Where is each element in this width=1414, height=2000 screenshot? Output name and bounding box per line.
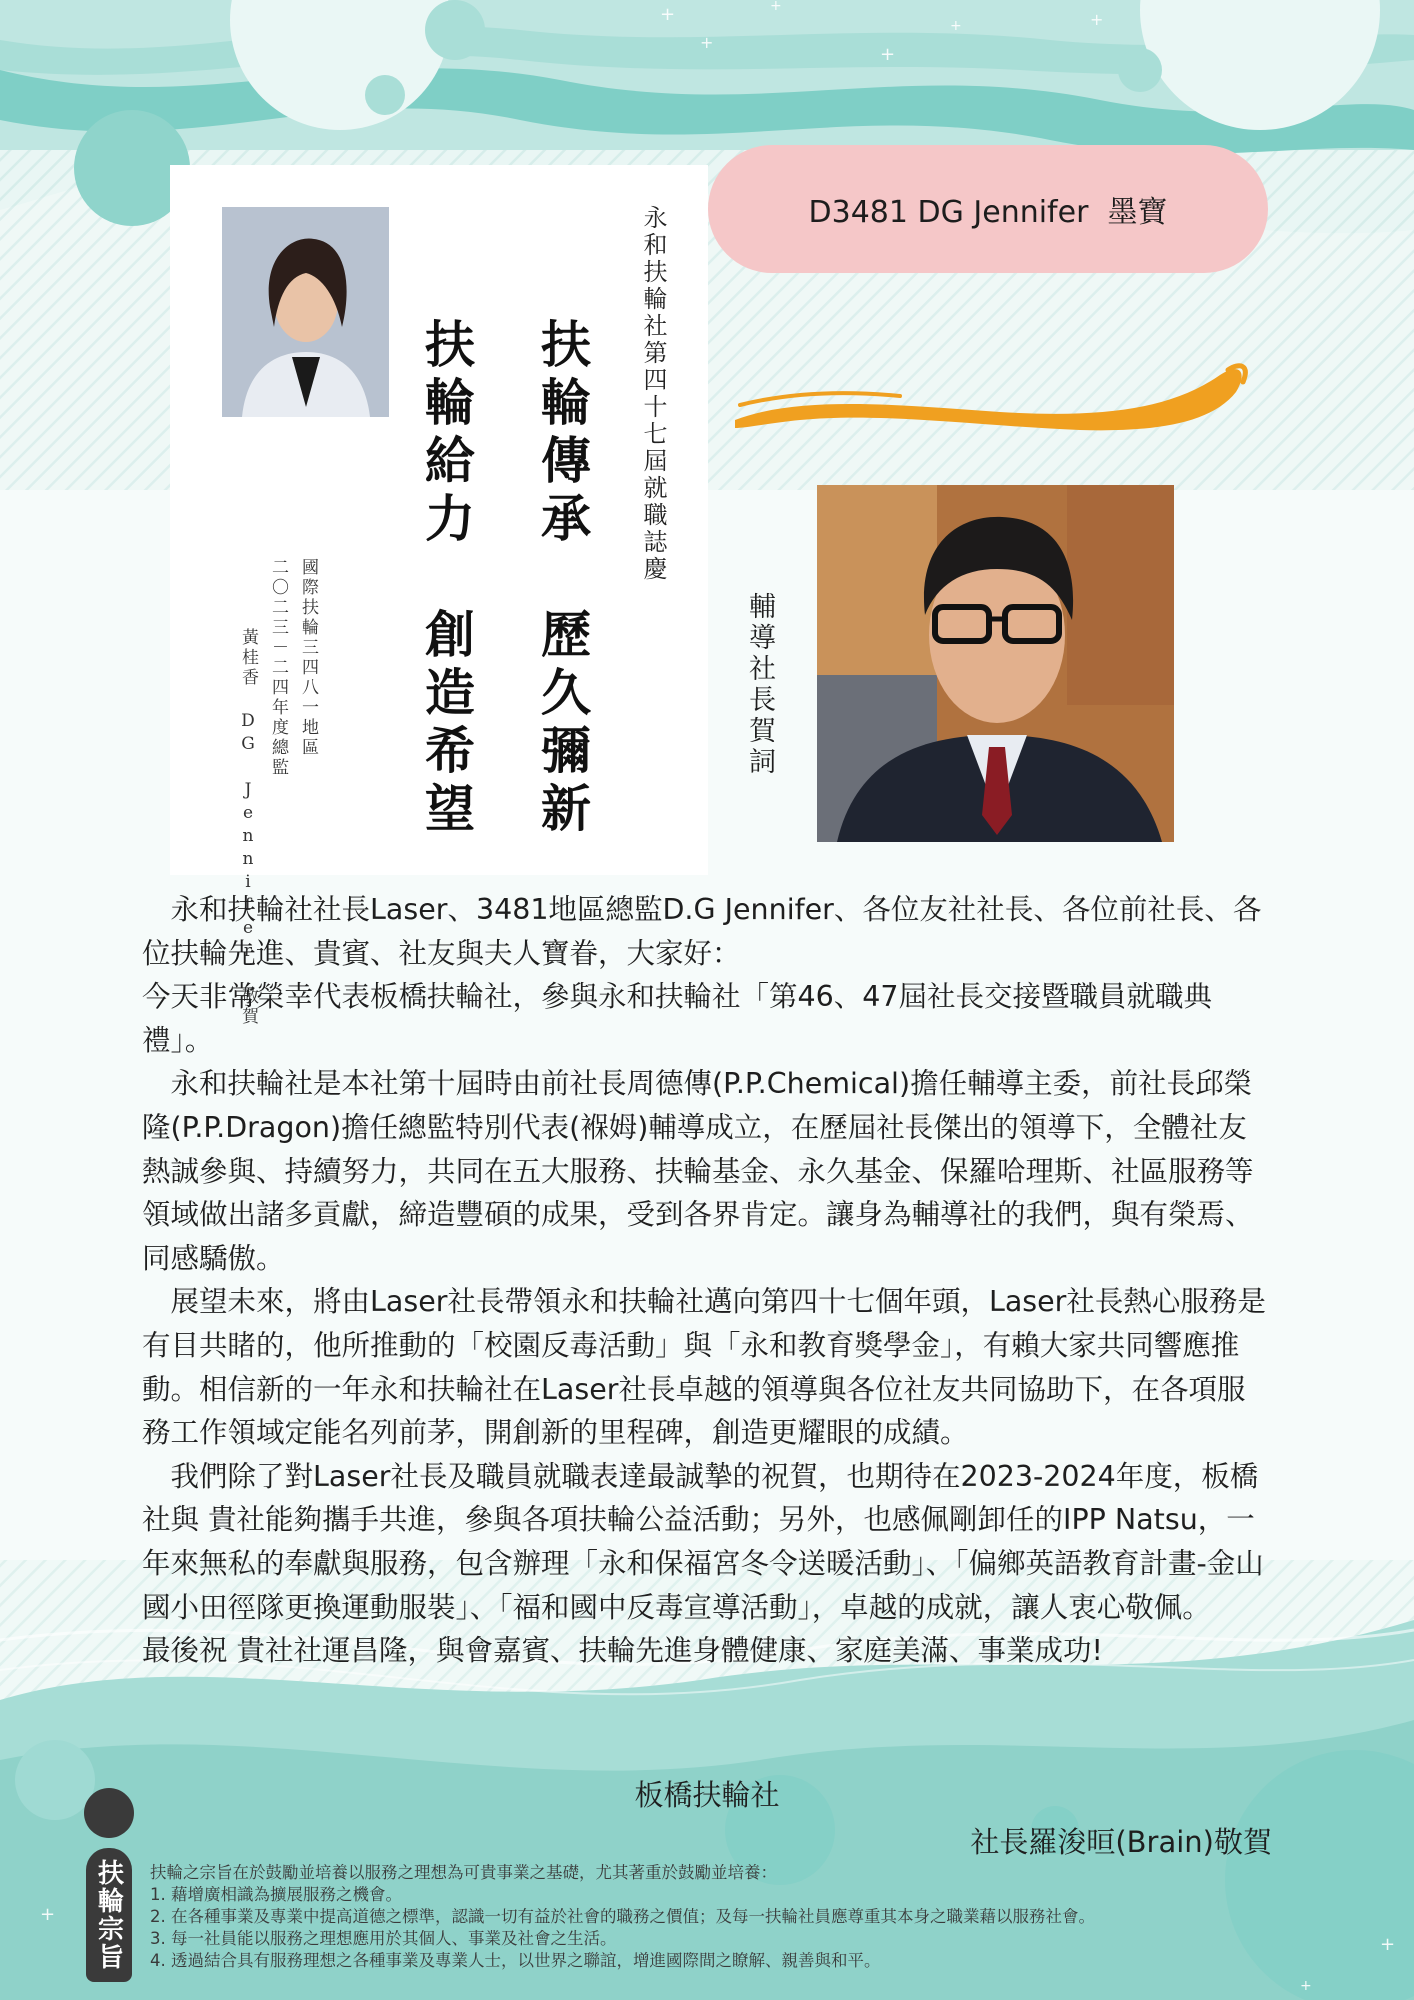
signature-line-1: 國際扶輪三四八一地區 (298, 558, 318, 758)
calligraphy-line-2: 扶輪給力 創造希望 (417, 318, 475, 840)
footer-item-3: 3. 每一社員能以服務之理想應用於其個人、事業及社會之生活。 (150, 1929, 617, 1948)
body-paragraph-4: 展望未來，將由Laser社長帶領永和扶輪社邁向第四十七個年頭，Laser社長熱心服務是有目共睹的，他所推動的「校園反毒活動」與「永和教育獎學金」，有賴大家共同響應推動。相信新的一年永和扶輪社在Laser社長卓越的領導與各位社友共同協助下，在各項服務工作領域定能名列前茅，開創新的里程碑，創造更耀眼的成績。 (142, 1285, 1266, 1450)
signature-club: 板橋扶輪社 (634, 1778, 780, 1812)
calligraphy-line-1: 扶輪傳承 歷久彌新 (533, 318, 591, 840)
signature-president: 社長羅浚晅(Brain)敬賀 (970, 1825, 1272, 1859)
svg-text:+: + (660, 4, 676, 25)
body-paragraph-2: 今天非常榮幸代表板橋扶輪社，參與永和扶輪社「第46、47屆社長交接暨職員就職典禮」。 (142, 980, 1213, 1057)
signature-line-2: 二〇二三－二四年度總監 (268, 558, 288, 778)
svg-text:+: + (1300, 1978, 1312, 1994)
svg-text:+: + (950, 18, 962, 34)
footer-item-2: 2. 在各種事業及專業中提高道德之標準，認識一切有益於社會的職務之價值；及每一扶輪社員應尊重其本身之職業藉以服務社會。 (150, 1907, 1095, 1926)
president-portrait-photo (817, 485, 1174, 842)
dg-portrait-photo (222, 207, 389, 417)
footer-item-4: 4. 透過結合具有服務理想之各種事業及專業人士，以世界之聯誼，增進國際間之瞭解、親善與和平。 (150, 1951, 881, 1970)
footer-item-1: 1. 藉增廣相識為擴展服務之機會。 (150, 1885, 402, 1904)
rotary-logo-icon (84, 1788, 134, 1838)
sponsor-greeting-label: 輔導社長賀詞 (744, 592, 775, 778)
body-paragraph-5: 我們除了對Laser社長及職員就職表達最誠摯的祝賀，也期待在2023-2024年度，板橋社與 貴社能夠攜手共進，參與各項扶輪公益活動；另外，也感佩剛卸任的IPP Natsu，一年來無私的奉獻與服務，包含辦理「永和保福宮冬令送暖活動」、「偏鄉英語教育計畫-金山國小田徑隊更換運動服裝」、「福和國中反毒宣導活動」，卓越的成就，讓人衷心敬佩。 (142, 1459, 1264, 1624)
svg-text:+: + (700, 33, 714, 52)
header-pill (708, 145, 1268, 273)
footer-intro: 扶輪之宗旨在於鼓勵並培養以服務之理想為可貴事業之基礎，尤其著重於鼓勵並培養： (150, 1863, 777, 1882)
greeting-body (142, 888, 1272, 1673)
body-paragraph-1: 永和扶輪社社長Laser、3481地區總監D.G Jennifer、各位友社社長、各位前社長、各位扶輪先進、貴賓、社友與夫人寶眷，大家好： (142, 893, 1262, 970)
svg-text:+: + (1380, 1934, 1396, 1955)
tenet-badge-label: 扶輪宗旨 (86, 1848, 132, 1982)
rotary-object-notes (150, 1862, 1350, 1972)
svg-text:+: + (770, 0, 782, 14)
event-title-vertical: 永和扶輪社第四十七屆就職誌慶 (639, 205, 667, 583)
svg-text:+: + (880, 44, 896, 65)
header-pill-text: D3481 DG Jennifer 墨寶 (808, 195, 1168, 230)
body-paragraph-6: 最後祝 貴社社運昌隆，與會嘉賓、扶輪先進身體健康、家庭美滿、事業成功! (142, 1634, 1103, 1668)
svg-text:+: + (1090, 10, 1104, 29)
svg-text:+: + (40, 1904, 56, 1925)
signature-line-3: 黃桂香 DG Jennifer 敬賀 (238, 628, 258, 1027)
rotary-tenet-badge (84, 1788, 134, 1982)
body-paragraph-3: 永和扶輪社是本社第十屆時由前社長周德傳(P.P.Chemical)擔任輔導主委，前社長邱榮隆(P.P.Dragon)擔任總監特別代表(褓姆)輔導成立，在歷屆社長傑出的領導下，全體社友熱誠參與、持續努力，共同在五大服務、扶輪基金、永久基金、保羅哈理斯、社區服務等領域做出諸多貢獻，締造豐碩的成果，受到各界肯定。讓身為輔導社的我們，與有榮焉、同感驕傲。 (142, 1067, 1254, 1275)
